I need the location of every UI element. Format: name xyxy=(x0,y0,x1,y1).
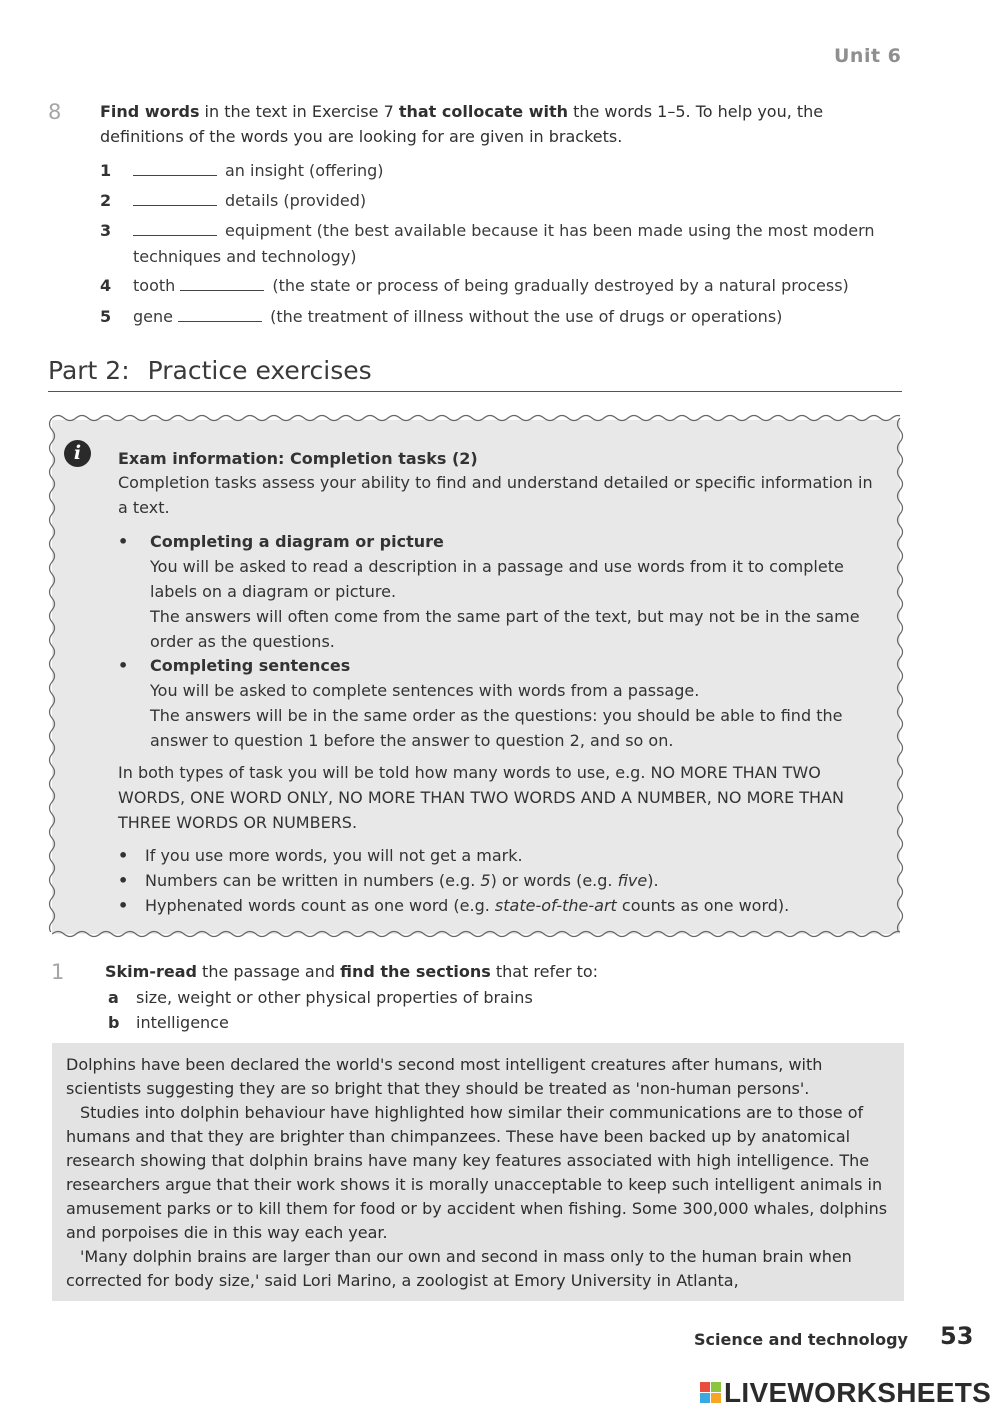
exam-info-title: Exam information: Completion tasks (2) xyxy=(118,449,478,468)
liveworksheets-logo-icon xyxy=(700,1382,722,1404)
exam-info-note: In both types of task you will be told how many words to use, e.g. NO MORE THAN TWO WORDS, ONE WORD ONLY, NO MORE THAN TWO WORDS AND A NUMBER, NO MORE THAN THREE WORDS OR NUMBERS. xyxy=(118,763,844,832)
answer-blank[interactable] xyxy=(178,306,262,322)
wavy-border-bottom xyxy=(52,928,900,940)
exercise-1-number: 1 xyxy=(51,960,65,984)
unit-label: Unit 6 xyxy=(834,45,902,67)
passage-text xyxy=(66,1053,896,1293)
wavy-border-right xyxy=(894,418,906,932)
answer-blank[interactable] xyxy=(133,220,217,236)
exercise-8-number: 8 xyxy=(48,100,62,124)
option-a: a size, weight or other physical properties of brains xyxy=(108,988,533,1007)
exam-info-intro: Completion tasks assess your ability to find and understand detailed or specific information in a text. xyxy=(118,473,873,517)
passage-paragraph-2: Studies into dolphin behaviour have highlighted how similar their communications are to those of humans and that they are brighter than chimpanzees. These have been backed up by anatomical research showing that dolphin brains have many key features associated with high intelligence. The researchers argue that their work shows it is morally unacceptable to keep such intelligent animals in amusement parks or to kill them for food or by accident when fishing. Some 300,000 whales, dolphins and porpoises die in this way each year. xyxy=(66,1103,888,1242)
exercise-1-instruction: Skim-read the passage and find the sections that refer to: xyxy=(105,962,599,981)
part-2-heading: Part 2: Practice exercises xyxy=(48,356,372,385)
answer-blank[interactable] xyxy=(180,275,264,291)
wavy-border-left xyxy=(46,418,58,932)
passage-paragraph-3: 'Many dolphin brains are larger than our own and second in mass only to the human brain when corrected for body size,' said Lori Marino, a zoologist at Emory University in Atlanta, xyxy=(66,1247,852,1290)
info-icon: i xyxy=(64,440,91,467)
page-number: 53 xyxy=(940,1322,974,1350)
section-label: Science and technology xyxy=(694,1330,908,1349)
exercise-8-instruction: Find words in the text in Exercise 7 that collocate with the words 1–5. To help you, the definitions of the words you are looking for are given in brackets. xyxy=(100,102,824,146)
liveworksheets-wordmark: LIVEWORKSHEETS xyxy=(724,1377,992,1408)
wavy-border-top xyxy=(52,412,900,424)
heading-divider xyxy=(48,391,902,392)
answer-blank[interactable] xyxy=(133,190,217,206)
answer-blank[interactable] xyxy=(133,160,217,176)
passage-paragraph-1: Dolphins have been declared the world's second most intelligent creatures after humans, with scientists suggesting they are so bright that they should be treated as 'non-human persons'. xyxy=(66,1055,823,1098)
option-b: b intelligence xyxy=(108,1013,229,1032)
